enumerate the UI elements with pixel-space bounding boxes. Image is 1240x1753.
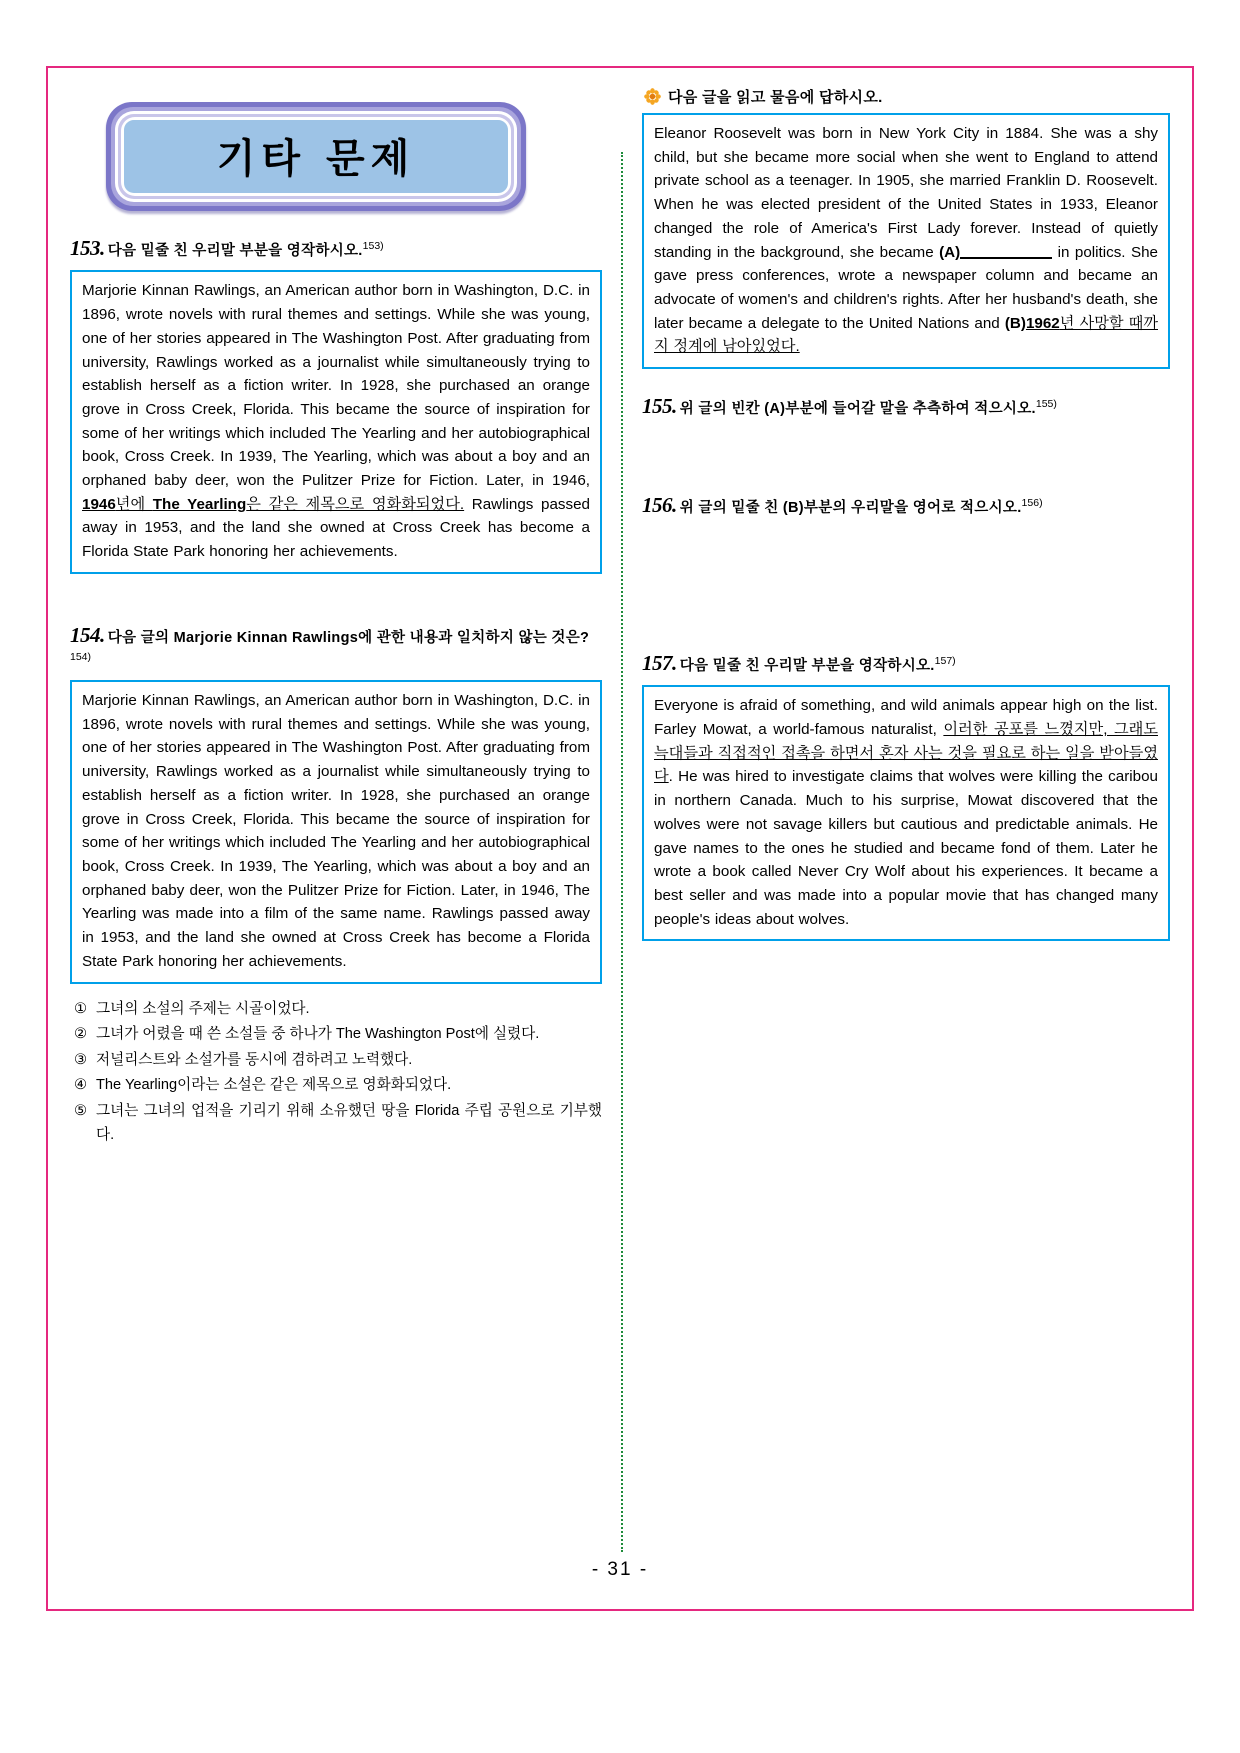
choice-2-marker: ② bbox=[74, 1026, 88, 1043]
passage-153-pre: Marjorie Kinnan Rawlings, an American author born in Washington, D.C. in 1896, wrote novels with rural themes and settings. While she was young, one of her stories appeared in The Washington Post. After graduating from university, Rawlings worked as a journalist while simultaneously trying to establish herself as a fiction writer. In 1928, she purchased an orange grove in Cross Creek, Florida. This became the source of inspiration for some of her writings which included The Yearling and her autobiographical book, Cross Creek. In 1939, The Yearling, which was about a boy and an orphaned baby deer, won the Pulitzer Prize for Fiction. Later, in 1946, bbox=[82, 282, 590, 490]
question-154-choices bbox=[74, 998, 602, 1148]
choice-3-text: 저널리스트와 소설가를 동시에 겸하려고 노력했다. bbox=[96, 1051, 413, 1068]
choice-2[interactable] bbox=[74, 1023, 602, 1047]
question-157-text: 다음 밑줄 친 우리말 부분을 영작하시오. bbox=[679, 657, 935, 674]
passage-153-post: Rawlings passed away in 1953, and the land she owned at Cross Creek has become a Florida State Park honoring her achievements. bbox=[82, 495, 590, 561]
passage-153-underline-mid: 년에 bbox=[115, 495, 153, 513]
question-153-text: 다음 밑줄 친 우리말 부분을 영작하시오. bbox=[107, 243, 363, 259]
page-title: 기타 문제 bbox=[216, 136, 416, 182]
passage-153-underline-bold-2: The Yearling bbox=[152, 495, 247, 513]
passage-eleanor bbox=[642, 113, 1170, 369]
question-153-number: 153. bbox=[70, 236, 105, 260]
choice-1[interactable] bbox=[74, 998, 602, 1022]
passage-157-underlined: 이러한 공포를 느꼈지만, 그래도 늑대들과 직접적인 접촉을 하면서 혼자 사는 것을 필요로 하는 일을 받아들였다 bbox=[654, 721, 1158, 786]
right-column bbox=[620, 86, 1170, 1599]
question-156-header bbox=[642, 490, 1170, 520]
blank-a-label: (A) bbox=[939, 243, 961, 261]
choice-4[interactable] bbox=[74, 1074, 602, 1098]
choice-2-text: 그녀가 어렸을 때 쓴 소설들 중 하나가 The Washington Post에 실렸다. bbox=[96, 1026, 540, 1043]
passage-153 bbox=[70, 270, 602, 573]
question-156-footnote: 156) bbox=[1021, 497, 1043, 510]
choice-1-text: 그녀의 소설의 주제는 시골이었다. bbox=[96, 1000, 310, 1017]
choice-5-marker: ⑤ bbox=[74, 1103, 88, 1120]
question-155-header bbox=[642, 391, 1170, 421]
passage-eleanor-part2: in politics. She gave press conferences, wrote a newspaper column and became an advocate of women's and children's rights. After her husband's death, she later became a delegate to the United Nations and bbox=[654, 243, 1158, 332]
question-155-text: 위 글의 빈칸 (A)부분에 들어갈 말을 추측하여 적으시오. bbox=[679, 401, 1036, 418]
page-title-banner bbox=[106, 102, 526, 211]
flower-icon bbox=[644, 88, 661, 105]
question-156-number: 156. bbox=[642, 493, 677, 518]
page-frame bbox=[46, 66, 1194, 1611]
choice-5[interactable] bbox=[74, 1100, 602, 1147]
choice-1-marker: ① bbox=[74, 1000, 88, 1017]
blank-a-line[interactable] bbox=[960, 257, 1052, 259]
question-154-number: 154. bbox=[70, 622, 105, 647]
question-155-footnote: 155) bbox=[1035, 398, 1057, 411]
question-156-text: 위 글의 밑줄 친 (B)부분의 우리말을 영어로 적으시오. bbox=[679, 500, 1022, 517]
passage-157-pre: Everyone is afraid of something, and wild animals appear high on the list. Farley Mowat, a world-famous naturalist, bbox=[654, 697, 1158, 739]
choice-4-marker: ④ bbox=[74, 1077, 88, 1094]
passage-157-post: . He was hired to investigate claims that wolves were killing the caribou in northern Canada. Much to his surprise, Mowat discovered that the wolves were not savage killers but cautious and predictable animals. He gave names to the ones he studied and became fond of them. Later he wrote a book called Never Cry Wolf about his experiences. It became a best seller and was made into a popular movie that has changed many people's ideas about wolves. bbox=[654, 768, 1158, 928]
reading-prompt-text: 다음 글을 읽고 물음에 답하시오. bbox=[668, 89, 883, 106]
question-157-number: 157. bbox=[642, 650, 677, 675]
blank-b-underlined: 년 사망할 때까지 정계에 남아있었다. bbox=[654, 314, 1158, 356]
question-154-footnote: 154) bbox=[70, 651, 92, 664]
question-153-header bbox=[70, 233, 602, 263]
choice-4-text: The Yearling이라는 소설은 같은 제목으로 영화화되었다. bbox=[96, 1077, 452, 1094]
question-157-header bbox=[642, 648, 1170, 678]
passage-154: Marjorie Kinnan Rawlings, an American author born in Washington, D.C. in 1896, wrote novels with rural themes and settings. While she was young, one of her stories appeared in The Washington Post. After graduating from university, Rawlings worked as a journalist while simultaneously trying to establish herself as a fiction writer. In 1928, she purchased an orange grove in Cross Creek, Florida. This became the source of inspiration for some of her writings which included The Yearling and her autobiographical book, Cross Creek. In 1939, The Yearling, which was about a boy and an orphaned baby deer, won the Pulitzer Prize for Fiction. Later, in 1946, The Yearling was made into a film of the same name. Rawlings passed away in 1953, and the land she owned at Cross Creek has become a Florida State Park honoring her achievements. bbox=[70, 680, 602, 983]
question-154-text: 다음 글의 Marjorie Kinnan Rawlings에 관한 내용과 일치하지 않는 것은? bbox=[107, 629, 590, 646]
passage-153-underline-bold-1: 1946 bbox=[82, 495, 116, 513]
passage-157 bbox=[642, 685, 1170, 941]
passage-153-underline-tail: 은 같은 제목으로 영화화되었다. bbox=[246, 495, 465, 513]
question-157-footnote: 157) bbox=[934, 654, 956, 667]
blank-b-label: (B) bbox=[1004, 314, 1026, 332]
question-155-answer-space[interactable] bbox=[642, 428, 1170, 490]
passage-eleanor-part1: Eleanor Roosevelt was born in New York City in 1884. She was a shy child, but she became more social when she went to England to attend private school as a teenager. In 1905, she married Franklin D. Roosevelt. When he was elected president of the United States in 1933, Eleanor changed the role of America's First Lady forever. Instead of quietly standing in the background, she became bbox=[654, 125, 1158, 261]
left-column bbox=[70, 86, 620, 1599]
choice-3[interactable] bbox=[74, 1049, 602, 1073]
question-153-footnote: 153) bbox=[362, 240, 384, 252]
question-155-number: 155. bbox=[642, 394, 677, 419]
reading-prompt bbox=[644, 86, 1170, 107]
page-number: - 31 - bbox=[591, 1559, 649, 1580]
choice-3-marker: ③ bbox=[74, 1051, 88, 1068]
question-154-header bbox=[70, 620, 602, 673]
blank-b-bold: 1962 bbox=[1025, 314, 1060, 332]
choice-5-text: 그녀는 그녀의 업적을 기리기 위해 소유했던 땅을 Florida 주립 공원으로 기부했다. bbox=[96, 1103, 602, 1143]
